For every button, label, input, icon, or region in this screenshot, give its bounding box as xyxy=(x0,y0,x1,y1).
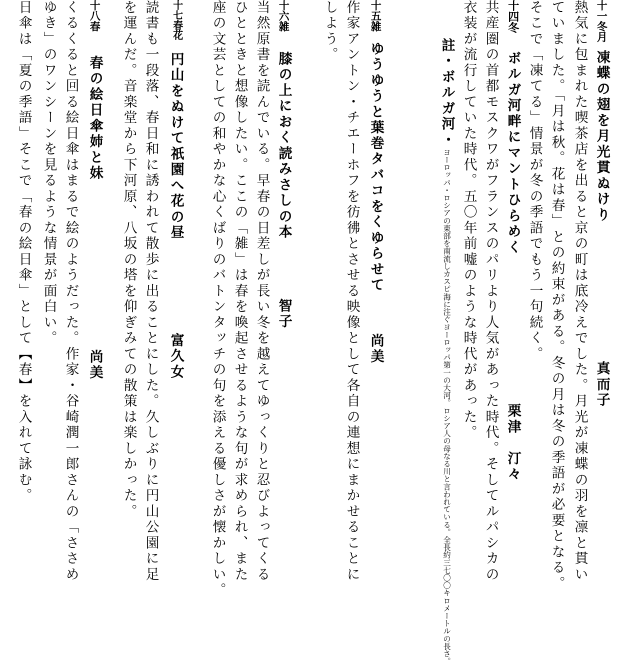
verse-author: 智子 xyxy=(275,298,292,330)
commentary-line: そこで「凍てる」情景が冬の季語でもう一句続く。 xyxy=(526,0,543,363)
commentary-line: 熱気に包まれた喫茶店を出ると京の町は底冷えでした。月光が凍蝶の羽を凛と貫い xyxy=(571,0,588,583)
footnote-label: 註・ボルガ河・ xyxy=(438,38,455,149)
commentary-line: を運んだ。音楽堂から下河原、八坂の塔を仰ぎみての散策は楽しかった。 xyxy=(120,0,137,520)
commentary-line: 座の文芸としての和やかな心くばりのバトンタッチの句を添える優しさが懐かしい。 xyxy=(209,0,226,599)
commentary-line: 共産圏の首都モスクワがフランスのパリより人気があった時代。そしてルパシカの xyxy=(482,0,499,583)
entry-number: 十八春 xyxy=(88,0,101,32)
commentary-line: 作家アントン・チエーホフを彷彿とさせる映像として各自の連想にまかせることに xyxy=(343,0,360,583)
verse-text: ボルガ河畔にマントひらめく xyxy=(504,51,521,256)
commentary-line: ていました。「月は秋。花は春」との約束がある。冬の月は冬の季語が必要となる。 xyxy=(548,0,565,592)
commentary-line: 読書も一段落、春日和に誘われて散歩に出ることにした。久しぶりに円山公園に足 xyxy=(142,0,159,583)
entry-heading xyxy=(276,0,290,525)
entry-heading xyxy=(368,0,382,525)
entry-number: 十一冬月 xyxy=(595,0,608,42)
verse-text: 膝の上におく読みさしの本 xyxy=(275,51,292,241)
commentary-line: 衣装が流行していた時代。五〇年前嘘のような時代があった。 xyxy=(460,0,477,441)
entry-number: 十七春花 xyxy=(170,0,182,40)
commentary-line: くるくると回る絵日傘はまるで絵のようだった。作家・谷崎潤一郎さんの「ささめ xyxy=(62,0,79,583)
verse-text: ゆうゆうと葉巻タバコをくゆらせて xyxy=(367,41,384,294)
entry-number: 十四冬 xyxy=(506,0,520,33)
entry-number: 十五雑 xyxy=(369,0,382,32)
footnote xyxy=(438,0,455,665)
commentary-line: 当然原書を読んでいる。早春の日差しが長い冬を越えてゆっくりと忍びよってくる xyxy=(253,0,270,583)
verse-author: 富久女 xyxy=(167,333,184,381)
entry-heading xyxy=(168,0,182,525)
commentary-line: 日傘は「夏の季語」そこで「春の絵日傘」として【春】を入れて詠む。 xyxy=(15,0,32,504)
entry-number: 十六雑 xyxy=(277,0,290,32)
verse-author: 真而子 xyxy=(593,361,610,409)
verse-text: 凍蝶の翅を月光貫ぬけり xyxy=(593,50,610,224)
entry-heading xyxy=(505,0,519,525)
entry-heading xyxy=(594,0,608,525)
commentary-line: ゆき」のワンシーンを見るような情景が面白い。 xyxy=(40,0,57,347)
commentary-line: しよう。 xyxy=(321,0,338,63)
verse-text: 円山をぬけて祇園へ花の昼 xyxy=(167,52,184,241)
verse-author: 尚美 xyxy=(86,349,103,381)
verse-author: 栗津 汀々 xyxy=(504,403,521,483)
commentary-line: ひとときと想像したい。ここの「雑」は春を喚起させるような句が求められ、また xyxy=(231,0,248,583)
footnote-text: ヨーロッパ・ロシアの東部を南流しカスピ海に注ぐヨーロッパ第一の大河。ロシア人の母なる川と言われている。全長約三七〇〇キロメートルの長さ。 xyxy=(442,148,452,665)
entry-heading xyxy=(87,0,101,525)
verse-text: 春の絵日傘姉と妹 xyxy=(86,55,103,182)
verse-author: 尚美 xyxy=(367,333,384,365)
